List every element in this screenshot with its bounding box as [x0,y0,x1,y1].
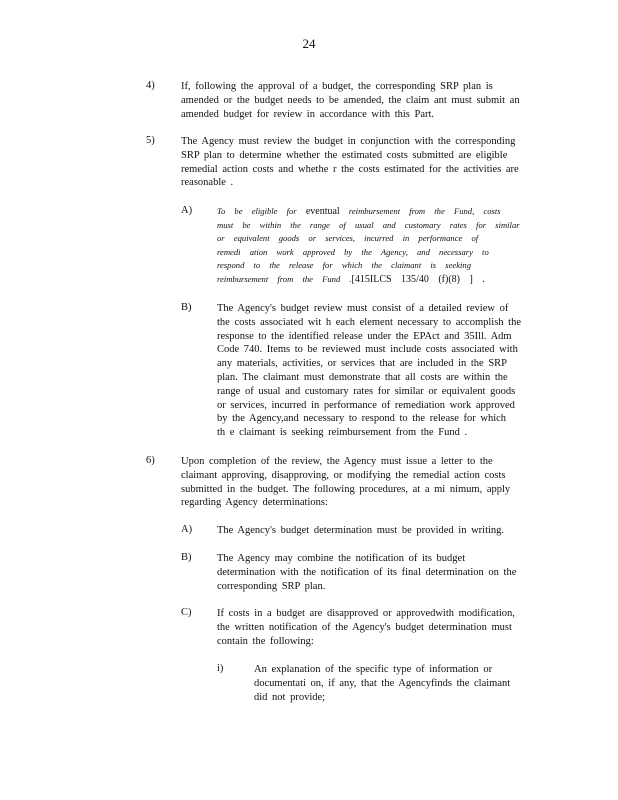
item-6-line-1: Upon completion of the review, the Agency must issue a letter to the [181,456,493,467]
item-5b-line-2: the costs associated wit h each element necessary to accomplish the [217,316,521,328]
item-5b-line-3: response to the identified release under the EPAct and 35Ill. Adm [217,330,512,342]
item-6b-line-2: determination with the notification of its final determination on the [217,566,517,578]
item-6c-label: C) [181,607,192,618]
item-6-line-4: regarding Agency determinations: [181,497,328,509]
item-5b-label: B) [181,302,192,313]
item-5-label: 5) [146,135,155,146]
item-5a-citation: [415ILCS 135/40 (f)(8) ] . [351,273,485,285]
item-4-line-1: If, following the approval of a budget, the corresponding SRP plan is [181,81,493,92]
item-5a-line-5: respond to the release for which the claimant is seeking [217,260,472,270]
item-4-line-2: amended or the budget needs to be amended, the claim ant must submit an [181,94,520,106]
item-5a-line-4: remedi ation work approved by the Agency, and necessary to [217,246,489,257]
item-6-line-3: submitted in the budget. The following procedures, at a mi nimum, apply [181,483,511,495]
item-5a-line-1-tail: reimbursement from the Fund, costs [348,206,501,216]
item-5a-line-6-start: reimbursement from the Fund . [217,273,352,284]
item-6c-line-1: If costs in a budget are disapproved or approvedwith modification, [217,608,515,619]
item-6c-text [217,607,515,648]
item-5a-line-2: must be within the range of usual and customary rates for similar [217,219,520,230]
item-6b-label: B) [181,552,192,563]
item-5b-line-9: by the Agency,and necessary to respond to the release for which [217,413,507,425]
item-5b-line-5: any materials, activities, or services that are included in the SRP [217,358,508,370]
item-5a-line-3: or equivalent goods or services, incurred in performance of [217,233,479,243]
item-5-text [181,135,519,190]
item-5b-line-6: plan. The claimant must demonstrate that all costs are within the [217,371,508,383]
item-5a-text [217,205,520,286]
item-5a-line-1 [217,205,520,219]
item-6c-i-label: i) [217,663,224,674]
item-6-label: 6) [146,455,155,466]
item-4-label: 4) [146,80,155,91]
item-5a-label: A) [181,205,193,216]
item-5b-text [217,302,521,440]
item-5-line-4: reasonable . [181,177,234,189]
item-6a-label: A) [181,524,193,535]
item-5b-line-4: Code 740. Items to be reviewed must include costs associated with [217,344,518,356]
item-5-line-2: SRP plan to determine whether the estimated costs submitted are eligible [181,149,508,161]
item-6-text [181,455,510,510]
item-5a-emphasis: eventual [305,206,340,217]
page-number: 24 [302,36,316,51]
item-4-text [181,80,520,121]
item-5b-line-1: The Agency's budget review must consist of a detailed review of [217,303,509,314]
item-5a-line-1-start: To be eligible for [217,206,297,216]
item-6c-line-3: contain the following: [217,635,314,647]
item-6a-text [217,524,504,538]
item-5a-line-6 [217,273,520,287]
item-5b-line-8: or services, incurred in performance of remediation work approved [217,399,515,411]
item-6c-i-line-2: documentati on, if any, that the Agencyfinds the claimant [254,677,511,689]
item-5-line-3: remedial action costs and whethe r the costs estimated for the activities are [181,163,519,175]
item-6b-line-1: The Agency may combine the notification of its budget [217,553,466,564]
item-5b-line-10: th e claimant is seeking reimbursement from the Fund . [217,427,468,439]
item-6b-text [217,552,516,593]
item-6c-i-line-1: An explanation of the specific type of information or [254,664,493,675]
item-6c-line-2: the written notification of the Agency's budget determination must [217,621,512,633]
item-5-line-1: The Agency must review the budget in conjunction with the corresponding [181,136,516,147]
item-4-line-3: amended budget for review in accordance with this Part. [181,108,435,120]
item-6-line-2: claimant approving, disapproving, or modifying the remedial action costs [181,469,506,481]
item-6b-line-3: corresponding SRP plan. [217,580,326,592]
item-6a-line-1: The Agency's budget determination must be provided in writing. [217,525,505,536]
item-6c-i-line-3: did not provide; [254,691,326,703]
item-5b-line-7: range of usual and customary rates for similar or equivalent goods [217,385,516,397]
item-6c-i-text [254,663,510,704]
